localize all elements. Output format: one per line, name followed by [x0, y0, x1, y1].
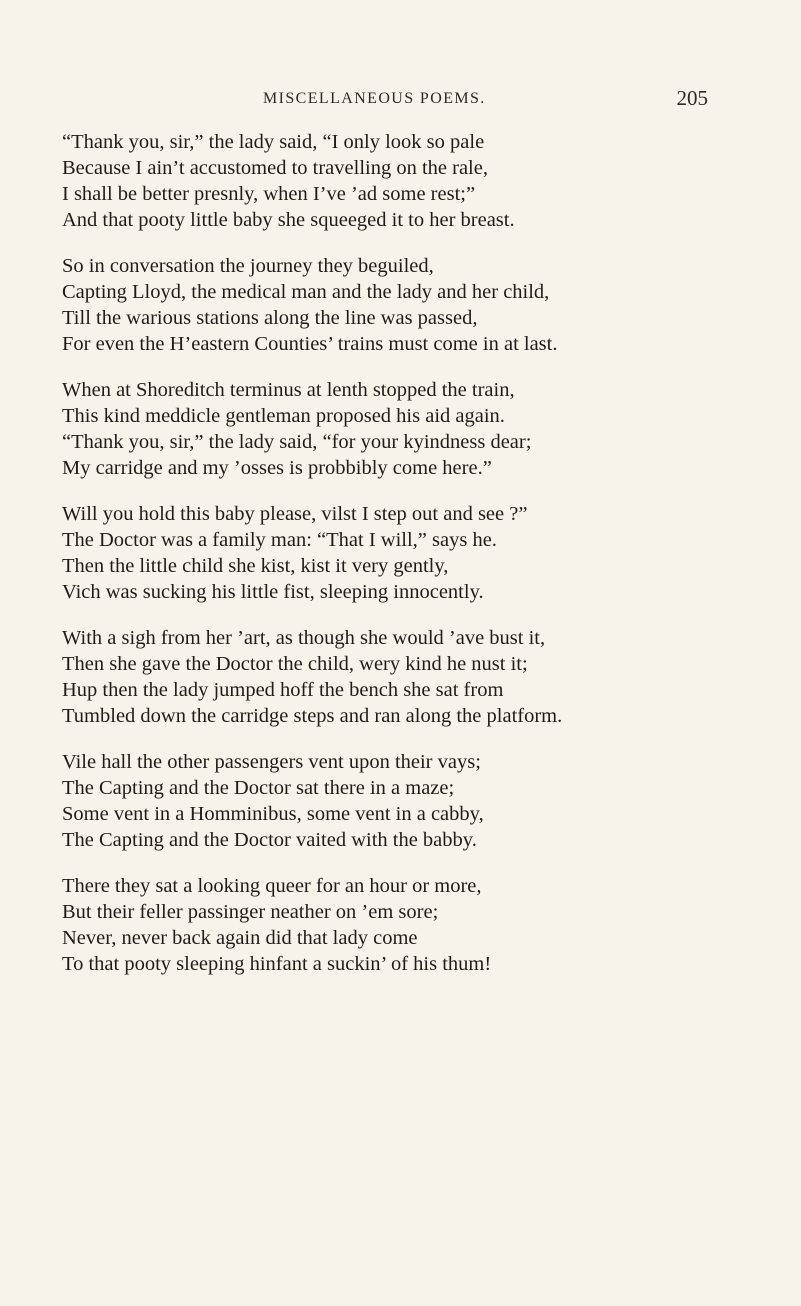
- poem-line: “Thank you, sir,” the lady said, “I only look so pale: [62, 131, 485, 153]
- poem-line: Hup then the lady jumped hoff the bench she sat from: [62, 679, 504, 701]
- page-number: 205: [676, 86, 708, 110]
- running-title: MISCELLANEOUS POEMS.: [263, 90, 486, 107]
- poem-line: The Capting and the Doctor sat there in a maze;: [62, 777, 455, 799]
- poem-line: When at Shoreditch terminus at lenth stopped the train,: [62, 379, 515, 401]
- poem-line: This kind meddicle gentleman proposed his aid again.: [62, 405, 505, 427]
- poem-line: I shall be better presnly, when I’ve ’ad some rest;”: [62, 183, 476, 205]
- poem-line: Because I ain’t accustomed to travelling on the rale,: [62, 157, 488, 179]
- poem-line: Will you hold this baby please, vilst I step out and see ?”: [62, 503, 528, 525]
- stanza: [62, 253, 762, 357]
- poem-line: The Capting and the Doctor vaited with the babby.: [62, 829, 477, 851]
- poem-line: There they sat a looking queer for an hour or more,: [62, 875, 482, 897]
- poem-line: With a sigh from her ’art, as though she would ’ave bust it,: [62, 627, 546, 649]
- poem-line: Never, never back again did that lady come: [62, 927, 418, 949]
- stanza: [62, 501, 762, 605]
- poem-line: And that pooty little baby she squeeged it to her breast.: [62, 209, 515, 231]
- running-header: [250, 86, 708, 114]
- stanza: [62, 377, 762, 481]
- poem-line: But their feller passinger neather on ’em sore;: [62, 901, 439, 923]
- poem-line: To that pooty sleeping hinfant a suckin’ of his thum!: [62, 953, 492, 975]
- poem-line: So in conversation the journey they beguiled,: [62, 255, 434, 277]
- poem-line: Capting Lloyd, the medical man and the lady and her child,: [62, 281, 550, 303]
- poem-line: Then she gave the Doctor the child, wery kind he nust it;: [62, 653, 528, 675]
- poem-line: Vich was sucking his little fist, sleeping innocently.: [62, 581, 484, 603]
- poem-line: “Thank you, sir,” the lady said, “for your kyindness dear;: [62, 431, 532, 453]
- poem-line: For even the H’eastern Counties’ trains must come in at last.: [62, 333, 558, 355]
- poem-body: [62, 129, 762, 997]
- stanza: [62, 625, 762, 729]
- poem-line: Tumbled down the carridge steps and ran along the platform.: [62, 705, 563, 727]
- poem-line: Till the warious stations along the line was passed,: [62, 307, 478, 329]
- poem-line: My carridge and my ’osses is probbibly come here.”: [62, 457, 492, 479]
- poem-line: Vile hall the other passengers vent upon their vays;: [62, 751, 481, 773]
- poem-line: Some vent in a Homminibus, some vent in a cabby,: [62, 803, 484, 825]
- stanza: [62, 749, 762, 853]
- stanza: [62, 873, 762, 977]
- stanza: [62, 129, 762, 233]
- poem-line: Then the little child she kist, kist it very gently,: [62, 555, 449, 577]
- poem-line: The Doctor was a family man: “That I will,” says he.: [62, 529, 497, 551]
